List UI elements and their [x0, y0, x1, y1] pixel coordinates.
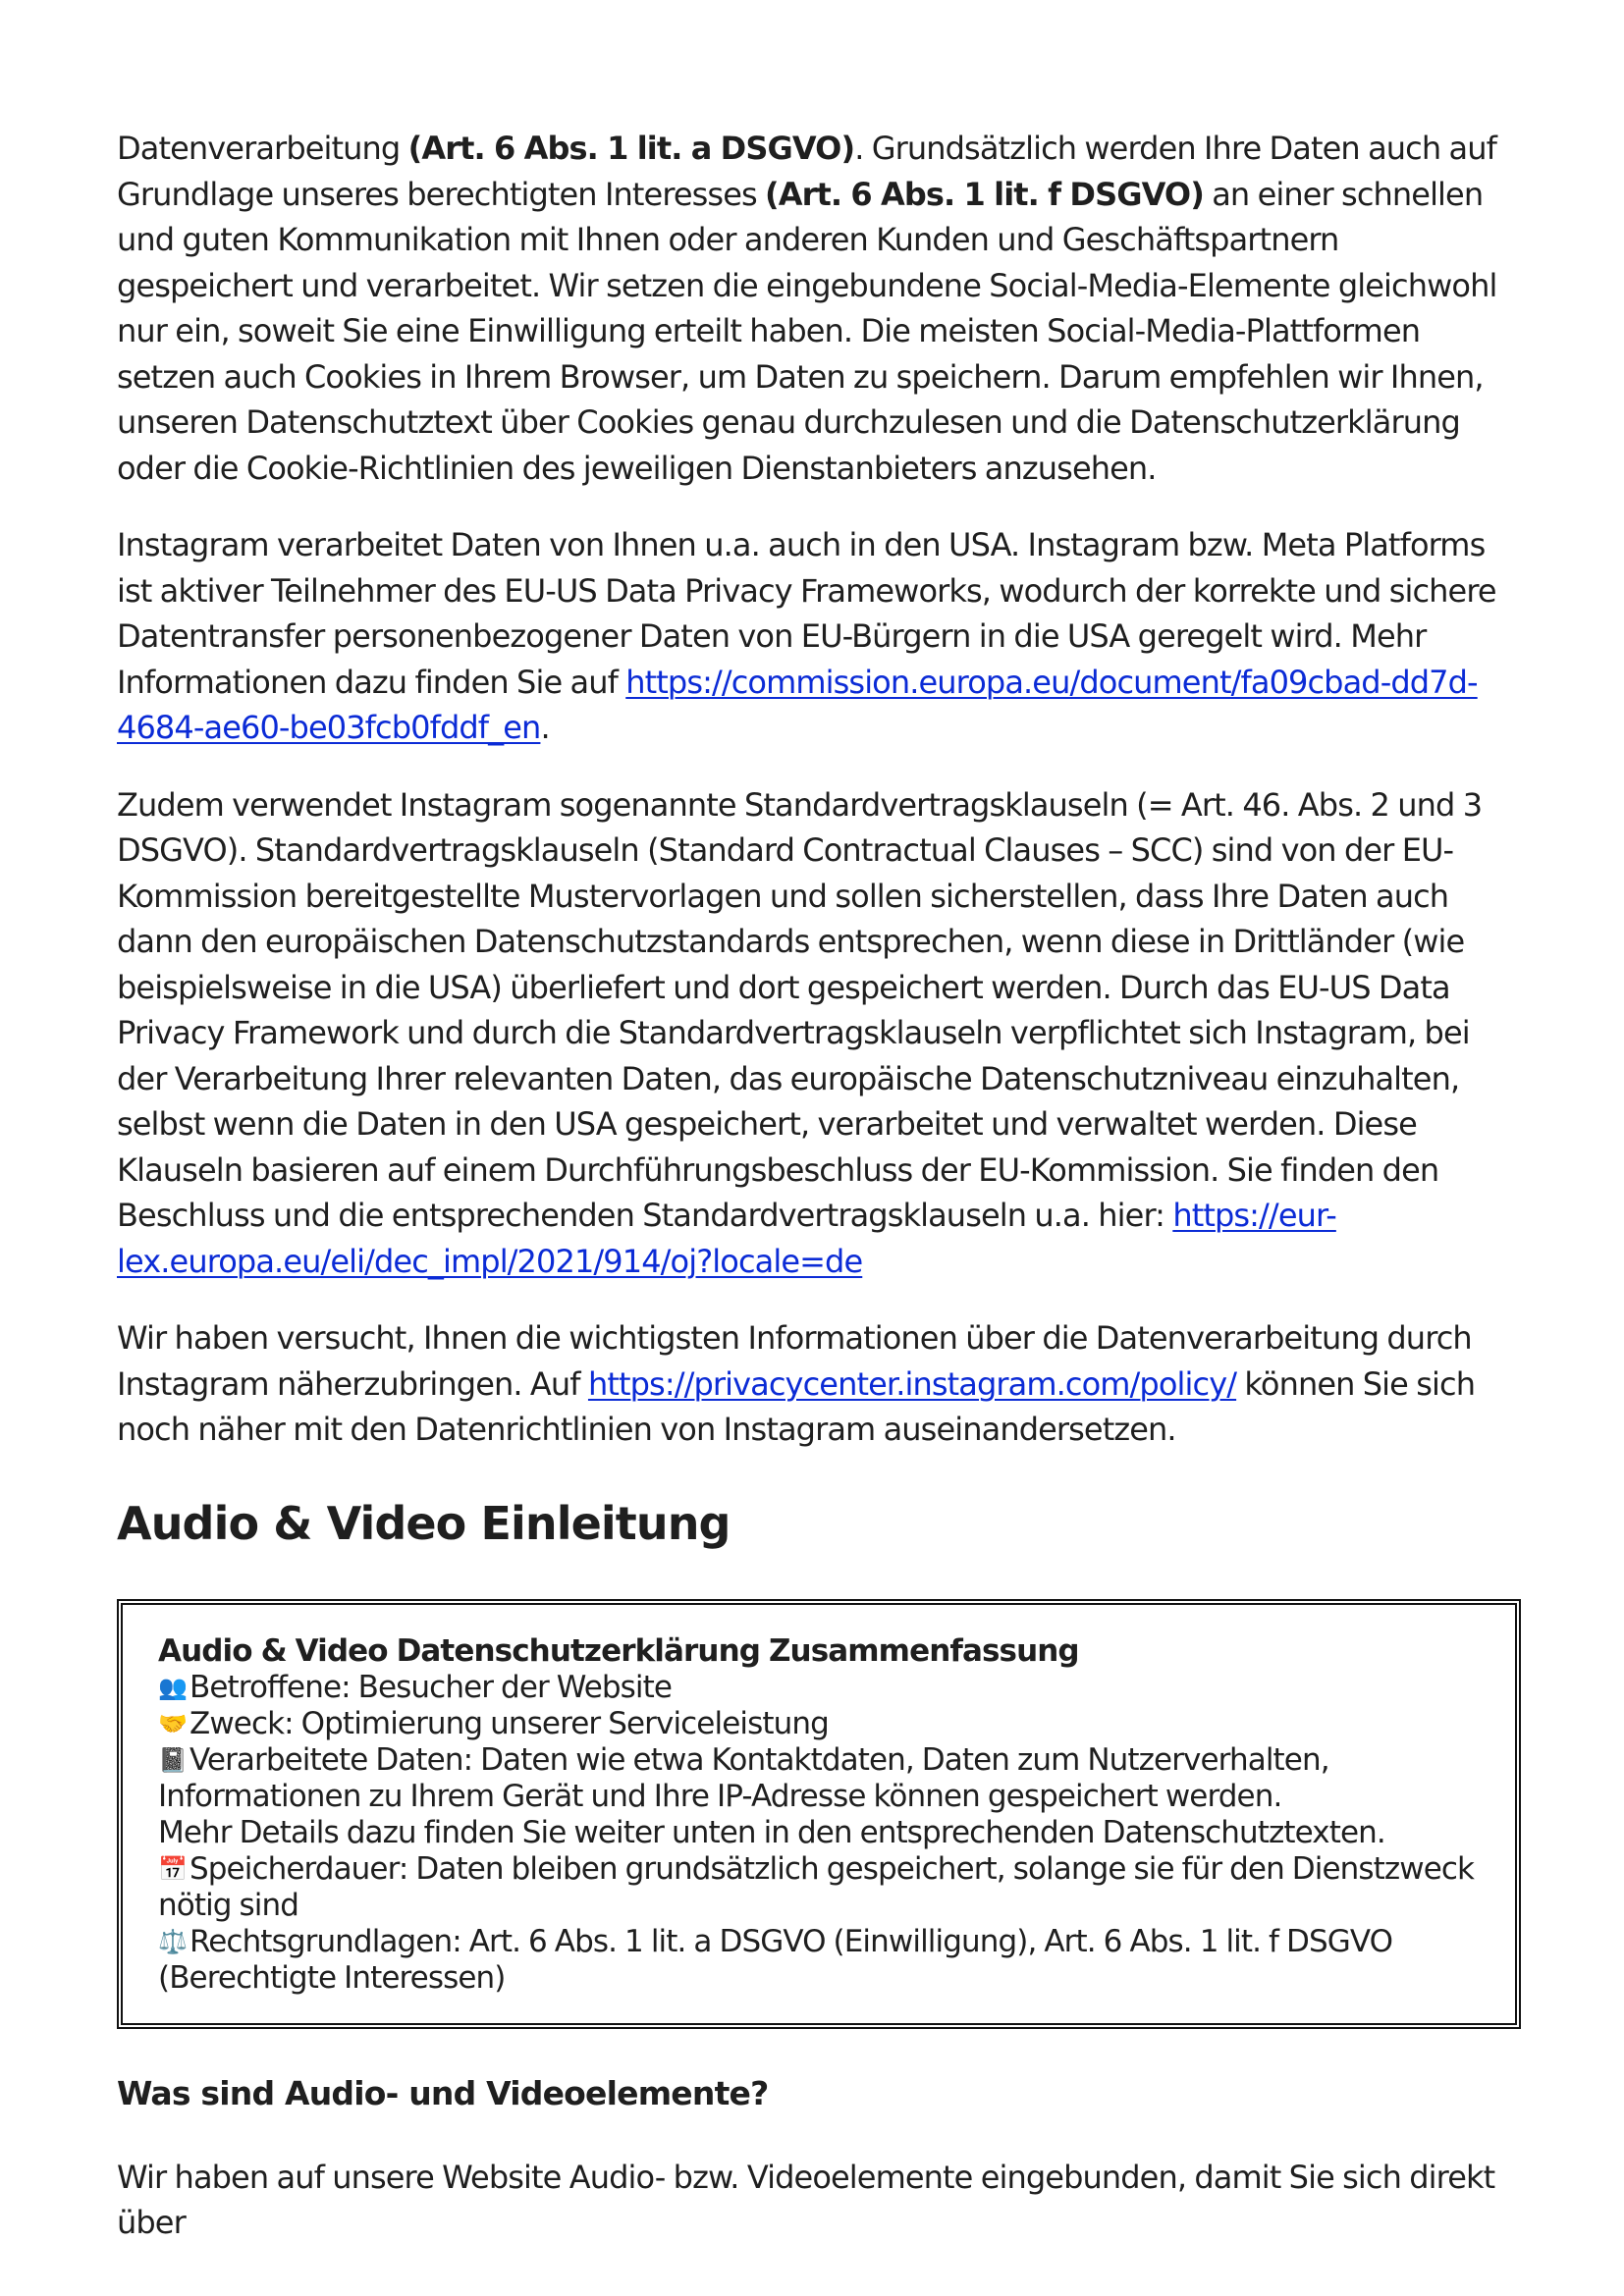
summary-item-legal-basis [158, 1924, 1480, 1997]
summary-item-text: Mehr Details dazu finden Sie weiter unten in den entsprechenden Datenschutztexten. [158, 1814, 1385, 1850]
instagram-privacy-center-link[interactable]: https://privacycenter.instagram.com/policy/ [587, 1364, 1237, 1403]
paragraph-text: . [540, 709, 550, 746]
paragraph-text: Zudem verwendet Instagram sogenannte Standardvertragsklauseln (= Art. 46. Abs. 2 und 3 DSGVO). Standardvertragsklauseln (Standard Contractual Clauses – SCC) sind von der EU-Kommission bereitgestellte Mustervorlagen und sollen sicherstellen, dass Ihre Daten auch dann den europäischen Datenschutzstandards entsprechen, wenn diese in Drittländer (wie beispielsweise in die USA) überliefert und dort gespeichert werden. Durch das EU-US Data Privacy Framework und durch die Standardvertragsklauseln verpflichtet sich Instagram, bei der Verarbeitung Ihrer relevanten Daten, das europäische Datenschutzniveau einzuhalten, selbst wenn die Daten in den USA gespeichert, verarbeitet und verwaltet werden. Diese Klauseln basieren auf einem Durchführungsbeschluss der EU-Kommission. Sie finden den Beschluss und die entsprechenden Standardvertragsklauseln u.a. hier: [117, 785, 1483, 1234]
sub-heading: Was sind Audio- und Videoelemente? [117, 2073, 769, 2112]
paragraph-text: Instagram verarbeitet Daten von Ihnen u.a. auch in den USA. Instagram bzw. Meta Platforms ist aktiver Teilnehmer des EU-US Data Privacy Frameworks, wodurch der korrekte und sichere Datentransfer personenbezogener Daten von EU-Bürgern in die USA geregelt wird. Mehr Informationen dazu finden Sie auf [117, 526, 1496, 701]
summary-box-title: Audio & Video Datenschutzerklärung Zusammenfassung [158, 1632, 1079, 1669]
paragraph-text: . Grundsätzlich werden Ihre Daten auch auf Grundlage unseres berechtigten Interesses [117, 130, 1496, 213]
eur-lex-link[interactable]: https://eur-lex.europa.eu/eli/dec_impl/2021/914/oj?locale=de [117, 1197, 1336, 1280]
summary-item-text: Verarbeitete Daten: Daten wie etwa Kontaktdaten, Daten zum Nutzerverhalten, Informationen zu Ihrem Gerät und Ihre IP-Adresse können gespeichert werden. [158, 1741, 1329, 1814]
summary-item-text: Rechtsgrundlagen: Art. 6 Abs. 1 lit. a DSGVO (Einwilligung), Art. 6 Abs. 1 lit. f DSGVO (Berechtigte Interessen) [158, 1923, 1393, 1996]
paragraph-text: Datenverarbeitung [117, 130, 408, 167]
bold-legal-reference: (Art. 6 Abs. 1 lit. a DSGVO) [407, 130, 855, 167]
notebook-icon: 📓 [158, 1745, 187, 1774]
paragraph-text: an einer schnellen und guten Kommunikation mit Ihnen oder anderen Kunden und Geschäftspartnern gespeichert und verarbeitet. Wir setzen die eingebundene Social-Media-Elemente gleichwohl nur ein, soweit Sie eine Einwilligung erteilt haben. Die meisten Social-Media-Plattformen setzen auch Cookies in Ihrem Browser, um Daten zu speichern. Darum empfehlen wir Ihnen, unseren Datenschutztext über Cookies genau durchzulesen und die Datenschutzerklärung oder die Cookie-Richtlinien des jeweiligen Dienstanbieters anzusehen. [117, 175, 1497, 487]
paragraph-text: Wir haben versucht, Ihnen die wichtigsten Informationen über die Datenverarbeitung durch Instagram näherzubringen. Auf [117, 1319, 1472, 1403]
bold-legal-reference: (Art. 6 Abs. 1 lit. f DSGVO) [765, 175, 1204, 213]
commission-europa-link[interactable]: https://commission.europa.eu/document/fa09cbad-dd7d-4684-ae60-be03fcb0fddf_en [117, 663, 1478, 746]
summary-item-storage-duration [158, 1851, 1480, 1924]
summary-item-processed-data [158, 1742, 1480, 1815]
people-icon: 👥 [158, 1673, 187, 1701]
summary-item-text: Speicherdauer: Daten bleiben grundsätzlich gespeichert, solange sie für den Dienstzweck nötig sind [158, 1850, 1475, 1923]
paragraph-audio-video-intro: Wir haben auf unsere Website Audio- bzw. Videoelemente eingebunden, damit Sie sich direkt über [117, 2158, 1495, 2241]
handshake-icon: 🤝 [158, 1709, 187, 1737]
document-page [117, 126, 1521, 2246]
summary-item-text: Betroffene: Besucher der Website [189, 1669, 673, 1705]
summary-box [117, 1599, 1521, 2029]
paragraph-text: können Sie sich noch näher mit den Datenrichtlinien von Instagram auseinandersetzen. [117, 1364, 1476, 1448]
paragraph-legal-basis [117, 126, 1521, 491]
summary-item-purpose [158, 1706, 1480, 1742]
paragraph-data-privacy-framework [117, 522, 1521, 751]
paragraph-standard-contractual-clauses [117, 782, 1521, 1285]
calendar-icon: 📅 [158, 1854, 187, 1883]
summary-item-text: Zweck: Optimierung unserer Serviceleistung [189, 1705, 829, 1741]
summary-item-more-details [158, 1815, 1480, 1851]
section-heading: Audio & Video Einleitung [117, 1496, 731, 1550]
summary-item-affected [158, 1670, 1480, 1706]
scales-icon: ⚖️ [158, 1927, 187, 1955]
paragraph-instagram-policy [117, 1315, 1521, 1453]
